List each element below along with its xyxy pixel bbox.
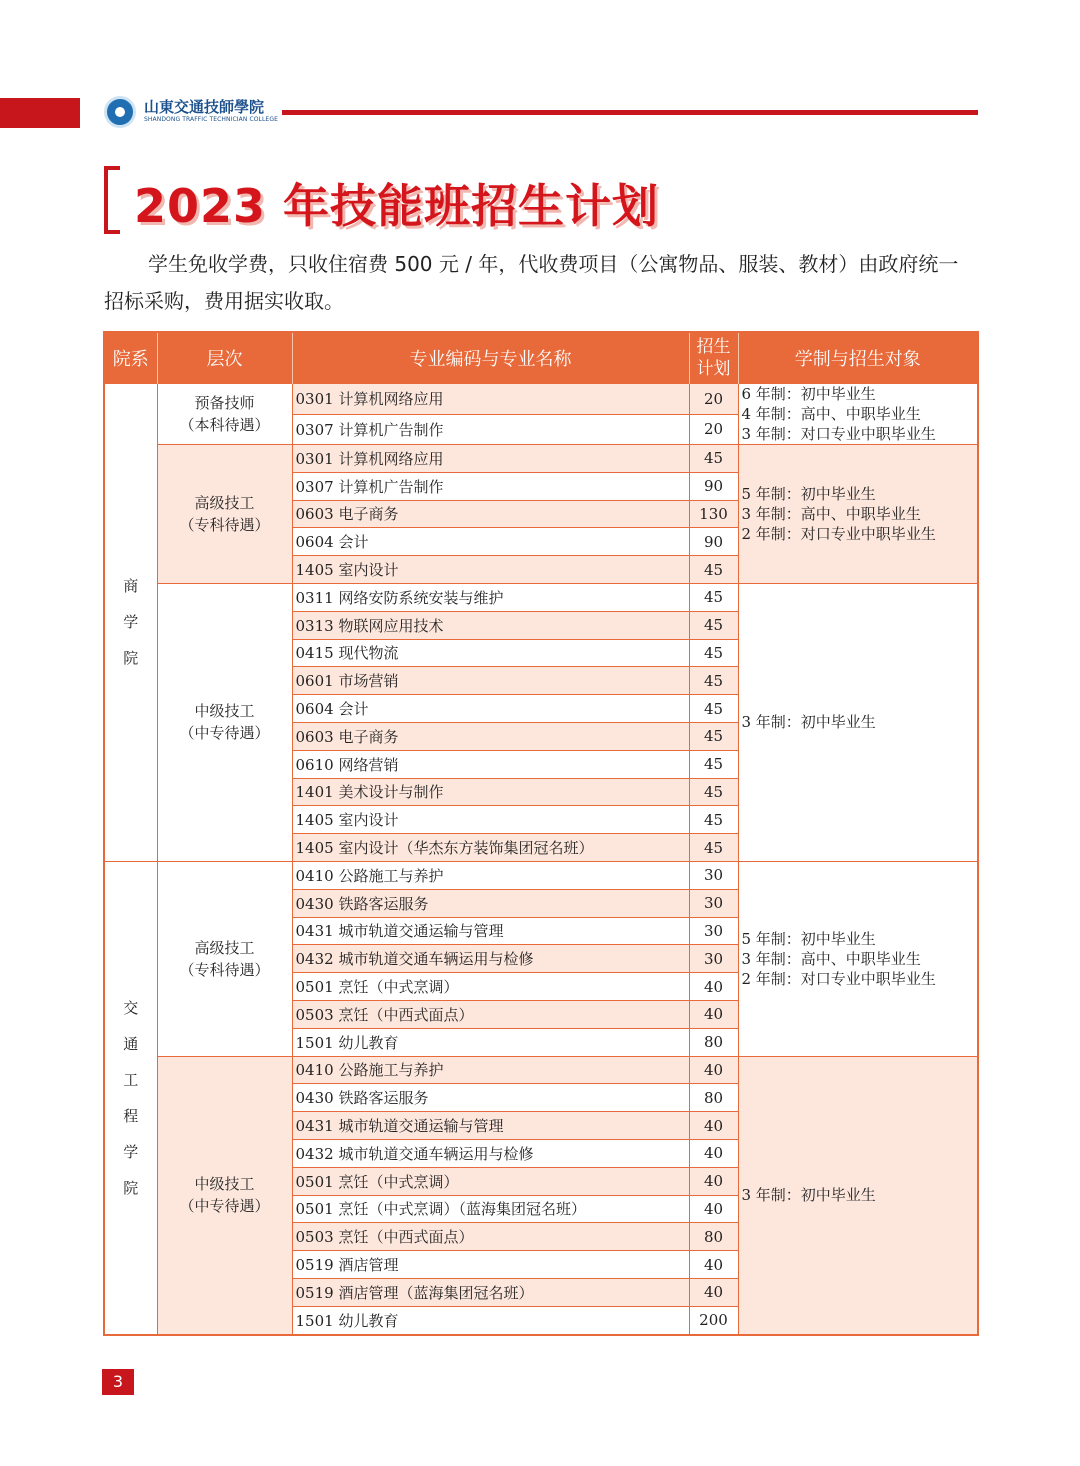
plan-cell: 40 (689, 1278, 738, 1306)
level-treatment: （专科待遇） (179, 515, 270, 534)
major-cell: 0604 会计 (292, 528, 689, 556)
major-cell: 0430 铁路客运服务 (292, 889, 689, 917)
enrollment-plan-table (103, 331, 979, 1336)
title-bracket (104, 166, 120, 234)
plan-cell: 45 (689, 695, 738, 723)
major-cell: 0301 计算机网络应用 (292, 445, 689, 473)
level-cell (157, 1056, 292, 1334)
plan-cell: 20 (689, 384, 738, 415)
header-target: 学制与招生对象 (738, 332, 978, 384)
table-row (104, 1056, 978, 1084)
level-name: 高级技工 (194, 493, 255, 512)
major-cell: 1501 幼儿教育 (292, 1028, 689, 1056)
plan-cell: 45 (689, 639, 738, 667)
major-cell: 0501 烹饪（中式烹调） (292, 973, 689, 1001)
target-line: 3 年制：高中、中职毕业生 (741, 504, 921, 523)
target-cell (738, 445, 978, 584)
college-char: 通 (123, 1034, 139, 1053)
table-body (104, 384, 978, 1335)
header-college: 院系 (104, 332, 157, 384)
level-treatment: （中专待遇） (179, 724, 270, 743)
major-cell: 0431 城市轨道交通运输与管理 (292, 1112, 689, 1140)
level-name: 中级技工 (194, 1175, 255, 1194)
college-char: 学 (123, 1142, 139, 1161)
major-cell: 0519 酒店管理（蓝海集团冠名班） (292, 1278, 689, 1306)
level-name: 预备技师 (194, 394, 255, 412)
plan-cell: 30 (689, 889, 738, 917)
college-char: 院 (123, 1178, 139, 1197)
major-cell: 1501 幼儿教育 (292, 1306, 689, 1334)
major-cell: 0307 计算机广告制作 (292, 472, 689, 500)
table-row (104, 445, 978, 473)
plan-cell: 45 (689, 806, 738, 834)
major-cell: 0410 公路施工与养护 (292, 1056, 689, 1084)
plan-cell: 45 (689, 778, 738, 806)
table-header-row (104, 332, 978, 384)
major-cell: 0431 城市轨道交通运输与管理 (292, 917, 689, 945)
page-number: 3 (102, 1369, 134, 1395)
target-line: 3 年制：对口专业中职毕业生 (741, 425, 936, 443)
level-treatment: （中专待遇） (179, 1197, 270, 1216)
school-logo (104, 94, 276, 134)
major-cell: 0503 烹饪（中西式面点） (292, 1223, 689, 1251)
level-treatment: （本科待遇） (179, 416, 270, 434)
target-line: 2 年制：对口专业中职毕业生 (741, 969, 936, 988)
college-cell (104, 384, 157, 862)
college-cell (104, 861, 157, 1334)
plan-cell: 80 (689, 1084, 738, 1112)
plan-cell: 90 (689, 528, 738, 556)
plan-cell: 30 (689, 861, 738, 889)
plan-cell: 200 (689, 1306, 738, 1334)
target-line: 5 年制：初中毕业生 (741, 484, 876, 503)
intro-paragraph: 学生免收学费，只收住宿费 500 元 / 年，代收费项目（公寓物品、服装、教材）由政府统一招标采购，费用据实收取。 (104, 252, 959, 313)
target-line: 3 年制：高中、中职毕业生 (741, 949, 921, 968)
school-name-en: SHANDONG TRAFFIC TECHNICIAN COLLEGE (144, 116, 278, 123)
plan-cell: 45 (689, 722, 738, 750)
header-major: 专业编码与专业名称 (292, 332, 689, 384)
target-line: 4 年制：高中、中职毕业生 (741, 405, 921, 423)
plan-cell: 90 (689, 472, 738, 500)
plan-cell: 45 (689, 834, 738, 862)
plan-cell: 40 (689, 1139, 738, 1167)
major-cell: 0307 计算机广告制作 (292, 414, 689, 445)
target-cell (738, 861, 978, 1056)
major-cell: 0430 铁路客运服务 (292, 1084, 689, 1112)
major-cell: 0603 电子商务 (292, 500, 689, 528)
major-cell: 1405 室内设计 (292, 806, 689, 834)
level-name: 高级技工 (194, 938, 255, 957)
plan-cell: 45 (689, 445, 738, 473)
plan-cell: 45 (689, 611, 738, 639)
major-cell: 0601 市场营销 (292, 667, 689, 695)
plan-cell: 20 (689, 414, 738, 445)
major-cell: 0519 酒店管理 (292, 1251, 689, 1279)
plan-cell: 30 (689, 917, 738, 945)
major-cell: 0313 物联网应用技术 (292, 611, 689, 639)
plan-cell: 45 (689, 556, 738, 584)
target-line: 6 年制：初中毕业生 (741, 385, 876, 403)
header-rule (282, 110, 978, 115)
table-row (104, 861, 978, 889)
plan-cell: 80 (689, 1223, 738, 1251)
major-cell: 0301 计算机网络应用 (292, 384, 689, 415)
college-char: 交 (123, 998, 139, 1017)
major-cell: 0432 城市轨道交通车辆运用与检修 (292, 945, 689, 973)
plan-cell: 45 (689, 583, 738, 611)
level-cell (157, 583, 292, 861)
school-emblem-icon (104, 96, 136, 128)
plan-cell: 40 (689, 973, 738, 1001)
level-name: 中级技工 (194, 702, 255, 721)
plan-cell: 40 (689, 1167, 738, 1195)
header-level: 层次 (157, 332, 292, 384)
level-cell (157, 861, 292, 1056)
target-line: 2 年制：对口专业中职毕业生 (741, 524, 936, 543)
table-row (104, 583, 978, 611)
target-line: 5 年制：初中毕业生 (741, 929, 876, 948)
plan-cell: 130 (689, 500, 738, 528)
major-cell: 0501 烹饪（中式烹调）（蓝海集团冠名班） (292, 1195, 689, 1223)
major-cell: 0604 会计 (292, 695, 689, 723)
header-plan: 招生 计划 (689, 332, 738, 384)
major-cell: 0410 公路施工与养护 (292, 861, 689, 889)
target-line: 3 年制：初中毕业生 (741, 713, 876, 732)
major-cell: 0415 现代物流 (292, 639, 689, 667)
level-treatment: （专科待遇） (179, 960, 270, 979)
plan-cell: 40 (689, 1000, 738, 1028)
plan-cell: 40 (689, 1112, 738, 1140)
level-cell (157, 384, 292, 445)
plan-cell: 80 (689, 1028, 738, 1056)
major-cell: 0610 网络营销 (292, 750, 689, 778)
college-char: 程 (123, 1106, 139, 1125)
target-cell (738, 384, 978, 445)
school-name-cn: 山東交通技師學院 (144, 98, 265, 116)
major-cell: 1405 室内设计（华杰东方装饰集团冠名班） (292, 834, 689, 862)
plan-cell: 45 (689, 667, 738, 695)
major-cell: 0311 网络安防系统安装与维护 (292, 583, 689, 611)
major-cell: 1401 美术设计与制作 (292, 778, 689, 806)
target-line: 3 年制：初中毕业生 (741, 1186, 876, 1205)
level-cell (157, 445, 292, 584)
page-title: 2023 年技能班招生计划 (134, 179, 660, 233)
major-cell: 0603 电子商务 (292, 722, 689, 750)
college-char: 工 (123, 1070, 139, 1089)
college-char: 院 (123, 649, 139, 668)
plan-cell: 40 (689, 1056, 738, 1084)
major-cell: 1405 室内设计 (292, 556, 689, 584)
header-red-bar (0, 98, 80, 128)
plan-cell: 40 (689, 1251, 738, 1279)
target-cell (738, 583, 978, 861)
major-cell: 0503 烹饪（中西式面点） (292, 1000, 689, 1028)
plan-cell: 45 (689, 750, 738, 778)
college-char: 学 (123, 613, 139, 632)
plan-cell: 40 (689, 1195, 738, 1223)
college-char: 商 (123, 577, 139, 596)
major-cell: 0501 烹饪（中式烹调） (292, 1167, 689, 1195)
target-cell (738, 1056, 978, 1334)
major-cell: 0432 城市轨道交通车辆运用与检修 (292, 1139, 689, 1167)
plan-cell: 30 (689, 945, 738, 973)
table-row (104, 384, 978, 415)
